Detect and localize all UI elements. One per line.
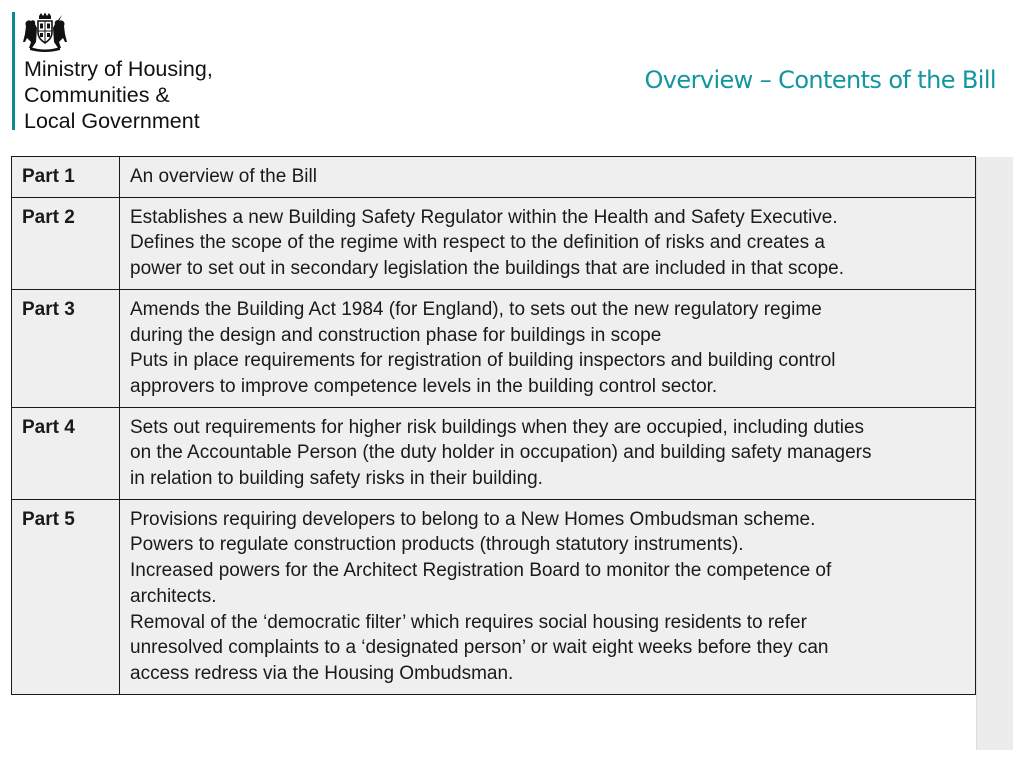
description-line: Removal of the ‘democratic filter’ which requires social housing residents to refer bbox=[130, 611, 807, 633]
description-line: Provisions requiring developers to belong to a New Homes Ombudsman scheme. bbox=[130, 508, 816, 530]
description-line: in relation to building safety risks in their building. bbox=[130, 468, 543, 490]
royal-coat-of-arms-icon bbox=[22, 12, 68, 52]
description-line: Puts in place requirements for registration of building inspectors and building control bbox=[130, 350, 836, 372]
description-line: Sets out requirements for higher risk buildings when they are occupied, including duties bbox=[130, 416, 865, 438]
description-line: architects. bbox=[130, 585, 217, 607]
table-row bbox=[12, 289, 976, 407]
table-row bbox=[12, 197, 976, 289]
description-line: during the design and construction phase for buildings in scope bbox=[130, 324, 662, 346]
description-line: on the Accountable Person (the duty holder in occupation) and building safety managers bbox=[130, 442, 872, 464]
slide-title: Overview – Contents of the Bill bbox=[644, 66, 996, 94]
side-panel-strip bbox=[976, 157, 1013, 750]
table-row bbox=[12, 157, 976, 198]
logo-accent-bar bbox=[12, 12, 15, 130]
part-description bbox=[120, 289, 976, 407]
organisation-name bbox=[24, 56, 213, 134]
org-name-line-1: Ministry of Housing, bbox=[24, 57, 213, 81]
part-description bbox=[120, 407, 976, 499]
part-label: Part 1 bbox=[12, 157, 120, 198]
table-row bbox=[12, 407, 976, 499]
bill-contents-table bbox=[11, 156, 976, 695]
part-label: Part 4 bbox=[12, 407, 120, 499]
part-description bbox=[120, 157, 976, 198]
part-description bbox=[120, 197, 976, 289]
org-name-line-2: Communities & bbox=[24, 83, 170, 107]
description-line: access redress via the Housing Ombudsman. bbox=[130, 662, 514, 684]
part-description bbox=[120, 499, 976, 694]
table-row bbox=[12, 499, 976, 694]
org-name-line-3: Local Government bbox=[24, 109, 200, 133]
part-label: Part 5 bbox=[12, 499, 120, 694]
description-line: Defines the scope of the regime with respect to the definition of risks and creates a bbox=[130, 232, 825, 254]
part-label: Part 2 bbox=[12, 197, 120, 289]
description-line: unresolved complaints to a ‘designated person’ or wait eight weeks before they can bbox=[130, 637, 829, 659]
description-line: Increased powers for the Architect Registration Board to monitor the competence of bbox=[130, 560, 832, 582]
description-line: Establishes a new Building Safety Regulator within the Health and Safety Executive. bbox=[130, 206, 838, 228]
description-line: approvers to improve competence levels in the building control sector. bbox=[130, 375, 718, 397]
part-label: Part 3 bbox=[12, 289, 120, 407]
table-body bbox=[12, 157, 976, 695]
description-line: An overview of the Bill bbox=[130, 166, 317, 187]
description-line: Amends the Building Act 1984 (for England), to sets out the new regulatory regime bbox=[130, 298, 822, 320]
description-line: Powers to regulate construction products (through statutory instruments). bbox=[130, 534, 744, 556]
description-line: power to set out in secondary legislation the buildings that are included in that scope. bbox=[130, 258, 845, 280]
